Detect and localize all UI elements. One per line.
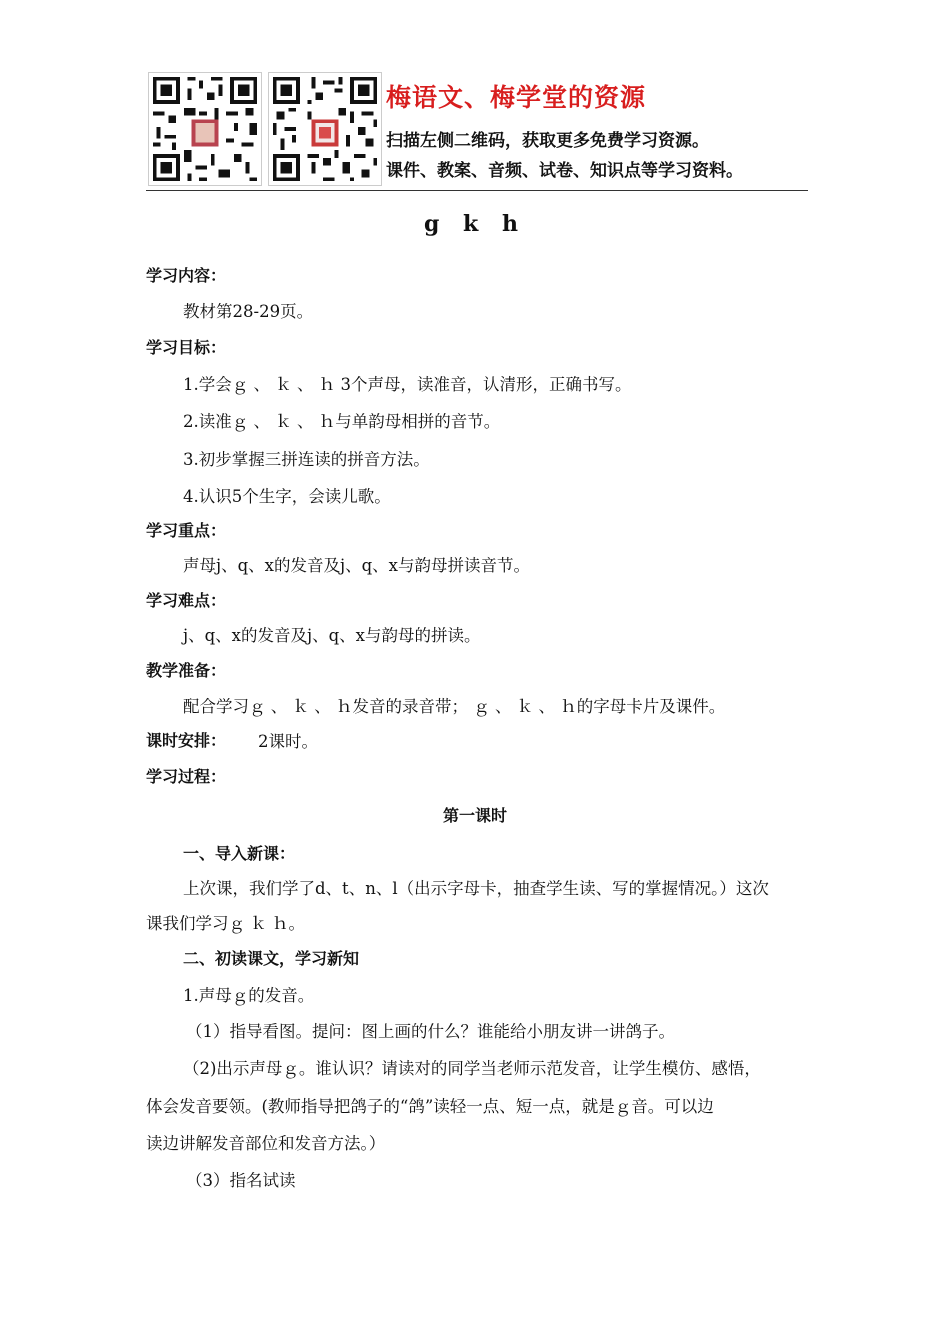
promo-line: 课件、教案、音频、试卷、知识点等学习资料。 bbox=[386, 161, 743, 181]
qr-code-icon bbox=[268, 72, 382, 186]
subsection-title: 一、导入新课： bbox=[183, 844, 296, 863]
paragraph: （2)出示声母ｇ。谁认识？请读对的同学当老师示范发音，让学生模仿、感悟， bbox=[183, 1059, 761, 1078]
section-label: 学习目标： bbox=[146, 338, 227, 357]
section-label: 学习过程： bbox=[146, 767, 227, 786]
paragraph: 体会发音要领。(教师指导把鸽子的“鸽”读轻一点、短一点，就是ｇ音。可以边 bbox=[146, 1097, 714, 1116]
list-item: 4.认识5个生字，会读儿歌。 bbox=[183, 487, 391, 506]
section-label: 教学准备： bbox=[146, 661, 227, 680]
paragraph: 上次课，我们学了d、t、n、l（出示字母卡，抽查学生读、写的掌握情况。）这次 bbox=[183, 879, 769, 898]
promo-header bbox=[146, 70, 808, 188]
list-item: 2.读准ｇ 、 ｋ 、 ｈ与单韵母相拼的音节。 bbox=[183, 412, 501, 431]
list-item: 1.学会ｇ 、 ｋ 、 ｈ 3个声母，读准音，认清形，正确书写。 bbox=[183, 375, 632, 394]
section-label: 课时安排： bbox=[146, 731, 227, 750]
paragraph: 课我们学习ｇ ｋ ｈ。 bbox=[146, 914, 305, 933]
section-label: 学习重点： bbox=[146, 521, 227, 540]
qr-code-icon bbox=[148, 72, 262, 186]
subsection-title: 二、初读课文，学习新知 bbox=[183, 949, 360, 968]
paragraph: 配合学习ｇ 、 ｋ 、 ｈ发音的录音带； ｇ 、 ｋ 、 ｈ的字母卡片及课件。 bbox=[183, 697, 726, 716]
header-divider bbox=[146, 190, 808, 191]
paragraph: 声母j、q、x的发音及j、q、x与韵母拼读音节。 bbox=[183, 556, 530, 575]
paragraph: （3）指名试读 bbox=[186, 1171, 296, 1190]
paragraph: 教材第28-29页。 bbox=[183, 302, 314, 321]
page-title: g k h bbox=[424, 211, 526, 237]
paragraph: j、q、x的发音及j、q、x与韵母的拼读。 bbox=[183, 626, 481, 645]
list-item: 3.初步掌握三拼连读的拼音方法。 bbox=[183, 450, 430, 469]
lesson-title: 第一课时 bbox=[442, 806, 507, 825]
promo-title: 梅语文、梅学堂的资源 bbox=[386, 83, 647, 112]
paragraph: 读边讲解发音部位和发音方法。） bbox=[146, 1134, 386, 1153]
section-label: 学习难点： bbox=[146, 591, 227, 610]
paragraph: （1）指导看图。提问：图上画的什么？谁能给小朋友讲一讲鸽子。 bbox=[186, 1022, 675, 1041]
paragraph: 2课时。 bbox=[258, 732, 318, 751]
promo-line: 扫描左侧二维码，获取更多免费学习资源。 bbox=[386, 131, 709, 151]
section-label: 学习内容： bbox=[146, 266, 227, 285]
list-item: 1.声母ｇ的发音。 bbox=[183, 986, 315, 1005]
